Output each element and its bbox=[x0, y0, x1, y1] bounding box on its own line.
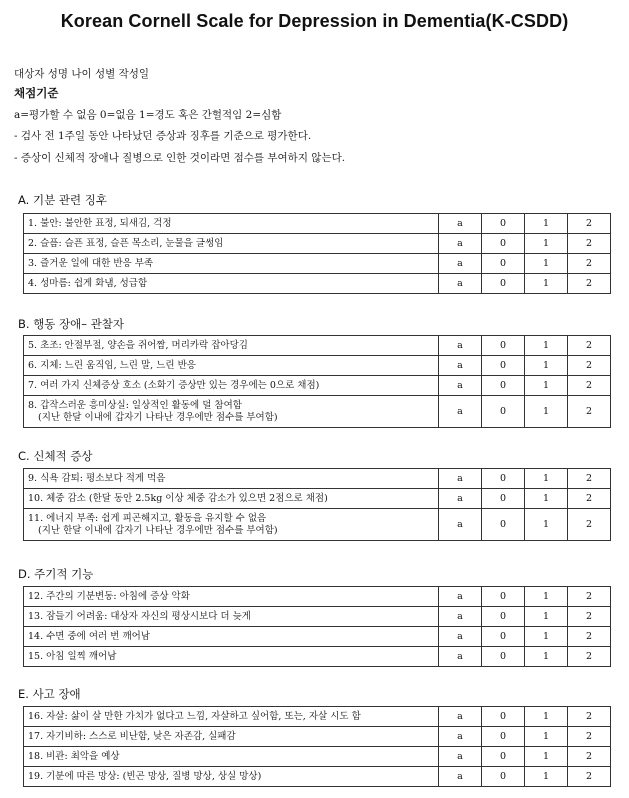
item-text: 14. 수면 중에 여러 번 깨어남 bbox=[28, 630, 150, 642]
item-label bbox=[24, 607, 439, 627]
item-label bbox=[24, 767, 439, 787]
score-option-1[interactable]: 1 bbox=[525, 489, 568, 509]
score-option-0[interactable]: 0 bbox=[482, 356, 525, 376]
item-text: 2. 슬픔: 슬픈 표정, 슬픈 목소리, 눈물을 글썽임 bbox=[28, 237, 224, 249]
score-option-a[interactable]: a bbox=[439, 727, 482, 747]
score-option-1[interactable]: 1 bbox=[525, 587, 568, 607]
table-row bbox=[24, 509, 611, 541]
score-option-0[interactable]: 0 bbox=[482, 376, 525, 396]
score-option-2[interactable]: 2 bbox=[568, 469, 611, 489]
score-option-a[interactable]: a bbox=[439, 469, 482, 489]
score-option-1[interactable]: 1 bbox=[525, 214, 568, 234]
score-option-1[interactable]: 1 bbox=[525, 254, 568, 274]
item-label bbox=[24, 254, 439, 274]
score-option-0[interactable]: 0 bbox=[482, 254, 525, 274]
score-option-2[interactable]: 2 bbox=[568, 234, 611, 254]
table-row bbox=[24, 396, 611, 428]
score-option-2[interactable]: 2 bbox=[568, 607, 611, 627]
score-option-a[interactable]: a bbox=[439, 336, 482, 356]
table-row bbox=[24, 707, 611, 727]
item-label bbox=[24, 587, 439, 607]
score-option-2[interactable]: 2 bbox=[568, 336, 611, 356]
item-text: 4. 성마름: 쉽게 화냄, 성급함 bbox=[28, 277, 148, 289]
item-text: 13. 잠들기 어려움: 대상자 자신의 평상시보다 더 늦게 bbox=[28, 610, 251, 622]
table-row bbox=[24, 234, 611, 254]
item-text: 17. 자기비하: 스스로 비난함, 낮은 자존감, 실패감 bbox=[28, 730, 236, 742]
table-row bbox=[24, 356, 611, 376]
table-row bbox=[24, 254, 611, 274]
score-option-1[interactable]: 1 bbox=[525, 647, 568, 667]
table-row bbox=[24, 214, 611, 234]
score-option-1[interactable]: 1 bbox=[525, 234, 568, 254]
score-option-0[interactable]: 0 bbox=[482, 396, 525, 428]
score-option-a[interactable]: a bbox=[439, 707, 482, 727]
table-row bbox=[24, 627, 611, 647]
score-option-2[interactable]: 2 bbox=[568, 727, 611, 747]
score-option-1[interactable]: 1 bbox=[525, 469, 568, 489]
score-option-2[interactable]: 2 bbox=[568, 767, 611, 787]
score-option-a[interactable]: a bbox=[439, 254, 482, 274]
score-option-0[interactable]: 0 bbox=[482, 214, 525, 234]
score-option-a[interactable]: a bbox=[439, 234, 482, 254]
score-option-0[interactable]: 0 bbox=[482, 627, 525, 647]
score-option-1[interactable]: 1 bbox=[525, 767, 568, 787]
item-label bbox=[24, 356, 439, 376]
score-table bbox=[23, 213, 611, 294]
item-note: (지난 한달 이내에 갑자기 나타난 경우에만 점수를 부여함) bbox=[38, 411, 278, 423]
score-option-0[interactable]: 0 bbox=[482, 274, 525, 294]
score-option-a[interactable]: a bbox=[439, 214, 482, 234]
scoring-rule-1: - 검사 전 1주일 동안 나타났던 증상과 징후를 기준으로 평가한다. bbox=[14, 130, 312, 142]
item-label bbox=[24, 234, 439, 254]
score-table bbox=[23, 706, 611, 787]
score-option-1[interactable]: 1 bbox=[525, 274, 568, 294]
section-title: A. 기분 관련 징후 bbox=[18, 193, 107, 207]
item-text: 11. 에너지 부족: 쉽게 피곤해지고, 활동을 유지할 수 없음 bbox=[28, 512, 267, 524]
score-option-0[interactable]: 0 bbox=[482, 767, 525, 787]
score-option-2[interactable]: 2 bbox=[568, 254, 611, 274]
score-option-2[interactable]: 2 bbox=[568, 587, 611, 607]
score-option-1[interactable]: 1 bbox=[525, 376, 568, 396]
table-row bbox=[24, 469, 611, 489]
score-option-0[interactable]: 0 bbox=[482, 587, 525, 607]
score-option-1[interactable]: 1 bbox=[525, 396, 568, 428]
subject-info: 대상자 성명 나이 성별 작성일 bbox=[14, 68, 150, 80]
item-label bbox=[24, 396, 439, 428]
item-text: 6. 지체: 느린 움직임, 느린 말, 느린 반응 bbox=[28, 359, 196, 371]
table-row bbox=[24, 727, 611, 747]
score-option-2[interactable]: 2 bbox=[568, 396, 611, 428]
table-row bbox=[24, 274, 611, 294]
score-table bbox=[23, 335, 611, 428]
score-option-a[interactable]: a bbox=[439, 489, 482, 509]
table-row bbox=[24, 376, 611, 396]
score-option-0[interactable]: 0 bbox=[482, 707, 525, 727]
score-option-2[interactable]: 2 bbox=[568, 509, 611, 541]
score-option-1[interactable]: 1 bbox=[525, 627, 568, 647]
table-row bbox=[24, 587, 611, 607]
item-text: 8. 갑작스러운 흥미상실: 일상적인 활동에 덜 참여함 bbox=[28, 399, 242, 411]
score-option-2[interactable]: 2 bbox=[568, 214, 611, 234]
table-row bbox=[24, 647, 611, 667]
score-option-a[interactable]: a bbox=[439, 607, 482, 627]
score-option-2[interactable]: 2 bbox=[568, 707, 611, 727]
item-label bbox=[24, 727, 439, 747]
item-label bbox=[24, 627, 439, 647]
item-note: (지난 한달 이내에 갑자기 나타난 경우에만 점수를 부여함) bbox=[38, 524, 278, 536]
item-label bbox=[24, 274, 439, 294]
score-option-a[interactable]: a bbox=[439, 647, 482, 667]
score-option-a[interactable]: a bbox=[439, 274, 482, 294]
score-option-a[interactable]: a bbox=[439, 396, 482, 428]
item-label bbox=[24, 489, 439, 509]
score-option-2[interactable]: 2 bbox=[568, 376, 611, 396]
item-label bbox=[24, 509, 439, 541]
table-row bbox=[24, 747, 611, 767]
score-option-1[interactable]: 1 bbox=[525, 607, 568, 627]
score-option-0[interactable]: 0 bbox=[482, 727, 525, 747]
score-option-1[interactable]: 1 bbox=[525, 707, 568, 727]
score-option-0[interactable]: 0 bbox=[482, 747, 525, 767]
table-row bbox=[24, 489, 611, 509]
score-option-0[interactable]: 0 bbox=[482, 469, 525, 489]
score-option-0[interactable]: 0 bbox=[482, 647, 525, 667]
score-option-2[interactable]: 2 bbox=[568, 647, 611, 667]
score-option-0[interactable]: 0 bbox=[482, 607, 525, 627]
score-option-1[interactable]: 1 bbox=[525, 336, 568, 356]
item-text: 18. 비관: 최악을 예상 bbox=[28, 750, 120, 762]
item-label bbox=[24, 647, 439, 667]
item-text: 1. 불안: 불안한 표정, 되새김, 걱정 bbox=[28, 217, 172, 229]
score-option-a[interactable]: a bbox=[439, 509, 482, 541]
score-option-a[interactable]: a bbox=[439, 747, 482, 767]
score-option-0[interactable]: 0 bbox=[482, 489, 525, 509]
score-option-2[interactable]: 2 bbox=[568, 627, 611, 647]
item-text: 3. 즐거운 일에 대한 반응 부족 bbox=[28, 257, 154, 269]
score-option-a[interactable]: a bbox=[439, 587, 482, 607]
item-text: 15. 아침 일찍 깨어남 bbox=[28, 650, 117, 662]
item-text: 12. 주간의 기분변동: 아침에 증상 악화 bbox=[28, 590, 190, 602]
score-option-1[interactable]: 1 bbox=[525, 727, 568, 747]
score-option-2[interactable]: 2 bbox=[568, 356, 611, 376]
score-option-1[interactable]: 1 bbox=[525, 509, 568, 541]
item-text: 9. 식욕 감퇴: 평소보다 적게 먹음 bbox=[28, 472, 166, 484]
item-label bbox=[24, 747, 439, 767]
score-option-2[interactable]: 2 bbox=[568, 274, 611, 294]
table-row bbox=[24, 607, 611, 627]
score-option-0[interactable]: 0 bbox=[482, 509, 525, 541]
table-row bbox=[24, 336, 611, 356]
section-title: C. 신체적 증상 bbox=[18, 449, 93, 463]
score-option-1[interactable]: 1 bbox=[525, 747, 568, 767]
score-option-2[interactable]: 2 bbox=[568, 489, 611, 509]
score-option-a[interactable]: a bbox=[439, 356, 482, 376]
score-option-0[interactable]: 0 bbox=[482, 336, 525, 356]
item-text: 19. 기분에 따른 망상: (빈곤 망상, 질병 망상, 상실 망상) bbox=[28, 770, 262, 782]
score-table bbox=[23, 586, 611, 667]
score-table bbox=[23, 468, 611, 541]
page-title: Korean Cornell Scale for Depression in Dementia(K-CSDD) bbox=[60, 11, 569, 31]
table-row bbox=[24, 767, 611, 787]
item-text: 10. 체중 감소 (한달 동안 2.5kg 이상 체중 감소가 있으면 2점으로 채점) bbox=[28, 492, 328, 504]
score-option-2[interactable]: 2 bbox=[568, 747, 611, 767]
item-label bbox=[24, 707, 439, 727]
score-option-a[interactable]: a bbox=[439, 376, 482, 396]
item-text: 7. 여러 가지 신체증상 호소 (소화기 증상만 있는 경우에는 0으로 채점) bbox=[28, 379, 320, 391]
section-title: D. 주기적 기능 bbox=[18, 567, 94, 581]
scoring-rule-2: - 증상이 신체적 장애나 질병으로 인한 것이라면 점수를 부여하지 않는다. bbox=[14, 152, 346, 164]
item-label bbox=[24, 376, 439, 396]
scoring-heading: 채점기준 bbox=[14, 86, 59, 100]
score-option-1[interactable]: 1 bbox=[525, 356, 568, 376]
section-title: E. 사고 장애 bbox=[18, 687, 81, 701]
section-title: B. 행동 장애– 관찰자 bbox=[18, 317, 125, 331]
item-label bbox=[24, 469, 439, 489]
score-option-0[interactable]: 0 bbox=[482, 234, 525, 254]
item-text: 5. 초조: 안절부절, 양손을 쥐어짬, 머리카락 잡아당김 bbox=[28, 339, 248, 351]
item-label bbox=[24, 336, 439, 356]
item-text: 16. 자살: 삶이 살 만한 가치가 없다고 느낌, 자살하고 싶어함, 또는, 자살 시도 함 bbox=[28, 710, 361, 722]
item-label bbox=[24, 214, 439, 234]
score-option-a[interactable]: a bbox=[439, 767, 482, 787]
scoring-legend: a=평가할 수 없음 0=없음 1=경도 혹은 간헐적임 2=심함 bbox=[14, 109, 282, 121]
score-option-a[interactable]: a bbox=[439, 627, 482, 647]
